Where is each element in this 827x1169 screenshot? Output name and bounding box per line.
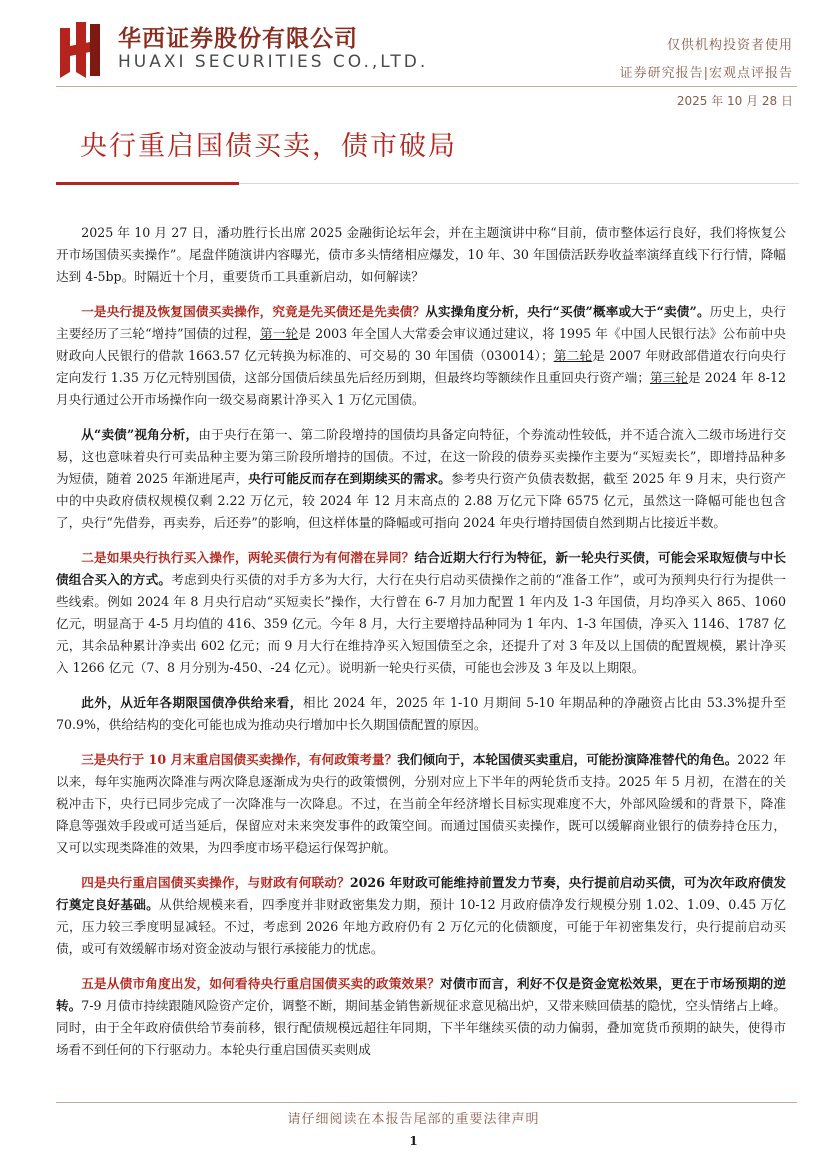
paragraph-text: 考虑到央行买债的对手方多为大行，大行在央行启动买债操作之前的“准备工作”，或可为预判央行行为提供一些线索。例如 2024 年 8 月央行启动“买短卖长”操作，大行曾在 6-7 月加力配置 1 年内及 1-3 年国债，月均净买入 865、1060 亿元，明显高于 4-5 月均值的 416、359 亿元。今年 8 月，大行主要增持品种同为 1 年内、1-3 年国债，净买入 1146、1787 亿元，其余品种累计净卖出 602 亿元；而 9 月大行在维持净买入短国债至之余，还提升了对 3 年及以上国债的配置规模，累计净买入 1266 亿元（7、8 月分别为-450、-24 亿元）。说明新一轮央行买债，可能也会涉及 3 年及以上期限。 <box>56 572 786 675</box>
paragraph-2 <box>56 301 786 411</box>
section-heading: 五是从债市角度出发，如何看待央行重启国债买卖的政策效果？ <box>81 976 441 991</box>
paragraph-text: 7-9 月债市持续跟随风险资产定价，调整不断，期间基金销售新规征求意见稿出炉，又带来赎回债基的隐忧，空头情绪占上峰。同时，由于全年政府债供给节奏前移，银行配债规模远超往年同期，下半年继续买债的动力偏弱，叠加宽货币预期的缺失，使得市场看不到任何的下行驱动力。本轮央行重启国债买卖则成 <box>56 998 787 1057</box>
key-point-text: 2026 年财政可能维持前置发力节奏，央行提前启动买债，可为次年政府债发行奠定良好基础。 <box>56 875 787 912</box>
paragraph-1 <box>56 222 786 288</box>
section-heading: 二是如果央行执行买入操作，两轮买债行为有何潜在异同？ <box>81 550 415 565</box>
usage-note: 仅供机构投资者使用 <box>666 38 793 53</box>
key-point-text: 央行可能反而存在到期续买的需求。 <box>248 471 451 486</box>
key-point-text: 从实操角度分析，央行“买债”概率或大于“卖债”。 <box>425 304 710 319</box>
paragraph-5 <box>56 692 786 736</box>
section-heading: 三是央行于 10 月末重启国债买卖操作，有何政策考量？ <box>81 752 398 767</box>
paragraph-3 <box>56 424 786 534</box>
key-point-text: 我们倾向于，本轮国债买卖重启，可能扮演降准替代的角色。 <box>397 752 738 767</box>
paragraph-text: 历史上，央行主要经历了三轮“增持”国债的过程， <box>56 304 786 341</box>
section-heading: 四是央行重启国债买卖操作，与财政有何联动？ <box>81 875 350 890</box>
title-underline-accent <box>56 182 239 185</box>
paragraph-text: 参考央行资产负债表数据，截至 2025 年 9 月末，央行资产中的中央政府债权规模仅剩 2.22 万亿元，较 2024 年 12 月末高点的 2.88 万亿元下降 6575 亿元，虽然这一降幅可能也包含了，央行“先借券，再卖券，后还券”的影响，但这样体量的降幅或可指向 2024 年央行增持国债自然到期占比接近半数。 <box>56 471 787 530</box>
key-point-text: 结合近期大行行为特征，新一轮央行买债，可能会采取短债与中长债组合买入的方式。 <box>56 550 787 587</box>
brand-name-en: HUAXI SECURITIES CO.,LTD. <box>118 52 429 72</box>
section-heading: 一是央行提及恢复国债买卖操作，究竟是先买债还是先卖债？ <box>81 304 426 319</box>
key-point-text: 对债市而言，利好不仅是资金宽松效果，更在于市场预期的逆转。 <box>56 976 787 1013</box>
report-date: 2025 年 10 月 28 日 <box>676 94 793 108</box>
paragraph-6 <box>56 749 786 859</box>
paragraph-text: 从供给规模来看，四季度并非财政密集发力期，预计 10-12 月政府债净发行规模分别 1.02、1.09、0.45 万亿元，压力较三季度明显减轻。不过，考虑到 2026 年地方政府仍有 2 万亿元的化债额度，可能于年初密集发行，央行提前启动买债，或可有效缓解市场对资金波动与银行承接能力的忧虑。 <box>56 897 786 956</box>
key-point-text: 此外，从近年各期限国债净供给来看， <box>81 695 303 710</box>
huaxi-logo-icon <box>60 22 106 78</box>
paragraph-4 <box>56 547 786 679</box>
header-divider <box>56 86 797 87</box>
paragraph-text: 是 2024 年 8-12 月央行通过公开市场操作向一级交易商累计净买入 1 万亿元国债。 <box>56 370 787 407</box>
page-number: 1 <box>409 1134 418 1148</box>
round-label: 第一轮 <box>260 326 299 341</box>
title-underline-rule <box>239 183 799 184</box>
report-type: 证券研究报告|宏观点评报告 <box>619 66 793 81</box>
report-title: 央行重启国债买卖，债市破局 <box>80 131 457 162</box>
key-point-text: 从“卖债”视角分析， <box>81 427 199 442</box>
brand-name-cn: 华西证券股份有限公司 <box>118 26 358 52</box>
round-label: 第二轮 <box>553 348 593 363</box>
paragraph-text: 2022 年以来，每年实施两次降准与两次降息逐渐成为央行的政策惯例，分别对应上下半年的两轮货币支持。2025 年 5 月初，在潜在的关税冲击下，央行已同步完成了一次降准与一次降息。不过，在当前全年经济增长目标实现难度不大，外部风险缓和的背景下，降准降息等强效手段或可适当延后，保留应对未来突发事件的政策空间。而通过国债买卖操作，既可以缓解商业银行的债券持仓压力，又可以实现类降准的效果，为四季度市场平稳运行保驾护航。 <box>56 752 787 855</box>
paragraph-text: 相比 2024 年，2025 年 1-10 月期间 5-10 年期品种的净融资占比由 53.3%提升至 70.9%，供给结构的变化可能也成为推动央行增加中长久期国债配置的原因。 <box>56 695 786 732</box>
legal-disclaimer-note: 请仔细阅读在本报告尾部的重要法律声明 <box>287 1112 540 1127</box>
paragraph-text: 2025 年 10 月 27 日，潘功胜行长出席 2025 金融街论坛年会，并在主题演讲中称“目前，债市整体运行良好，我们将恢复公开市场国债买卖操作”。尾盘伴随演讲内容曝光，债市多头情绪相应爆发，10 年、30 年国债活跃券收益率演绎直线下行行情，降幅达到 4-5bp。时隔近十个月，重要货币工具重新启动，如何解读？ <box>56 225 786 284</box>
paragraph-text: 是 2003 年全国人大常委会审议通过建议，将 1995 年《中国人民银行法》公布前中央财政向人民银行的借款 1663.57 亿元转换为标准的、可交易的 30 年国债（030014）； <box>56 326 786 363</box>
footer-divider <box>56 1102 797 1103</box>
round-label: 第三轮 <box>649 370 689 385</box>
paragraph-7 <box>56 872 786 960</box>
paragraph-8 <box>56 973 786 1061</box>
paragraph-text: 由于央行在第一、第二阶段增持的国债均具备定向特征，个券流动性较低，并不适合流入二级市场进行交易，这也意味着央行可卖品种主要为第三阶段所增持的国债。不过，在这一阶段的债券买卖操作主要为“买短卖长”，即增持品种多为短债，随着 2025 年渐进尾声， <box>56 427 786 486</box>
paragraph-text: 是 2007 年财政部借道农行向央行定向发行 1.35 万亿元特别国债，这部分国债后续虽先后经历到期，但最终均等额续作且重回央行资产端； <box>56 348 786 385</box>
report-body <box>56 222 786 1074</box>
